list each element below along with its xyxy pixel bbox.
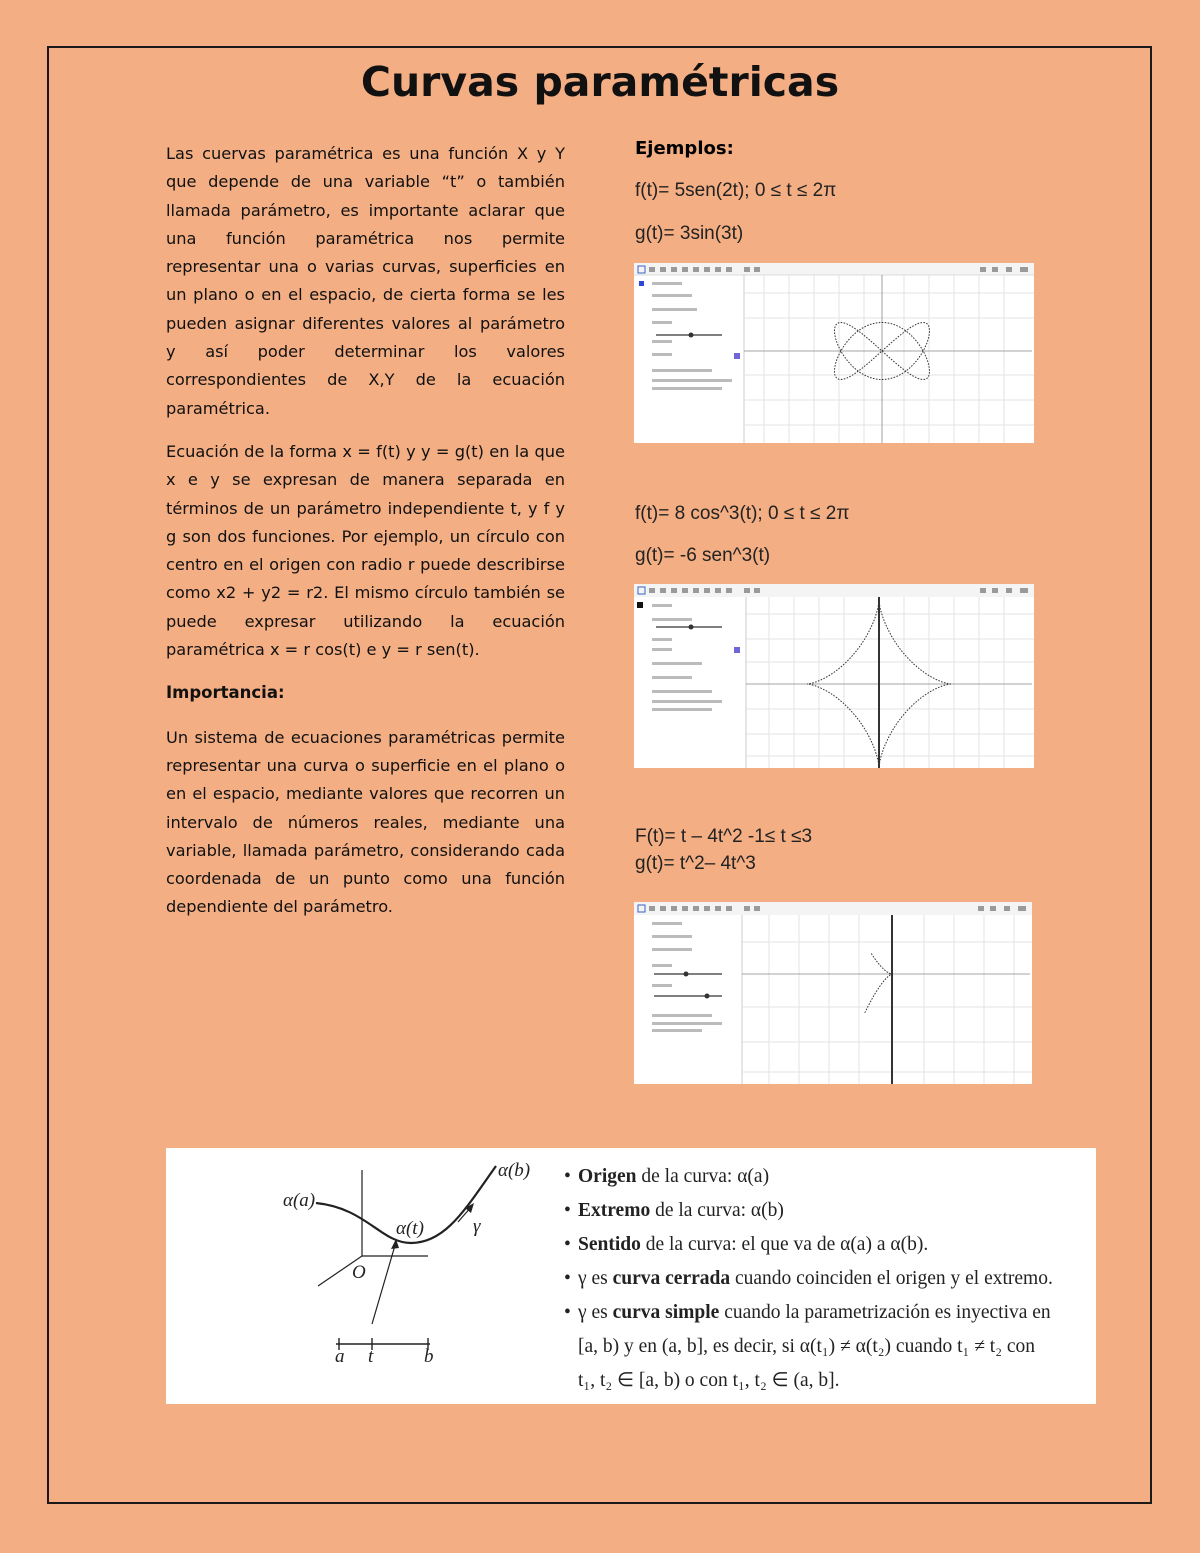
curve-definitions-list xyxy=(564,1160,1084,1398)
label-t: t xyxy=(368,1346,374,1367)
example3-f: F(t)= t – 4t^2 -1≤ t ≤3 xyxy=(635,826,813,847)
example3-g: g(t)= t^2– 4t^3 xyxy=(635,853,756,874)
example1-g: g(t)= 3sin(3t) xyxy=(635,223,744,244)
bullet-curva-simple-line2: [a, b) y en (a, b], es decir, si α(t₁) ≠ α(t₂) cuando t₁ ≠ t₂ con xyxy=(578,1336,1036,1357)
example2-g: g(t)= -6 sen^3(t) xyxy=(635,545,771,566)
bullet-extremo: • Extremo de la curva: α(b) xyxy=(564,1194,1084,1228)
curve-diagram xyxy=(166,1148,566,1404)
label-a: a xyxy=(335,1346,345,1367)
equation-paragraph: Ecuación de la forma x = f(t) y y = g(t) en la que x e y se expresan de manera separada en términos de un parámetro independiente t, y f y g son dos funciones. Por ejemplo, un círculo con centro en el origen con radio r puede describirse como x2 + y2 = r2. El mismo círculo también se puede expresar utilizando la ecuación paramétrica x = r cos(t) e y = r sen(t). xyxy=(166,441,565,660)
importancia-heading: Importancia: xyxy=(166,683,285,703)
examples-heading: Ejemplos: xyxy=(635,138,734,159)
label-b: b xyxy=(424,1346,434,1367)
bullet-curva-simple: • γ es curva simple cuando la parametrización es inyectiva en xyxy=(564,1296,1084,1330)
label-origin: O xyxy=(352,1262,366,1283)
label-alpha-b: α(b) xyxy=(498,1160,531,1181)
example1-f: f(t)= 5sen(2t); 0 ≤ t ≤ 2π xyxy=(635,180,837,201)
label-alpha-a: α(a) xyxy=(283,1190,316,1211)
intro-paragraph: Las cuervas paramétrica es una función X y Y que depende de una variable “t” o también llamada parámetro, es importante aclarar que una función paramétrica nos permite representar una o varias curvas, superficies en un plano o en el espacio, de cierta forma se les pueden asignar diferentes valores al parámetro y así poder determinar los valores correspondientes de X,Y de la ecuación paramétrica. xyxy=(166,144,565,418)
bullet-sentido: • Sentido de la curva: el que va de α(a) a α(b). xyxy=(564,1228,1084,1262)
left-column xyxy=(166,140,565,937)
geogebra-screenshot-cubic xyxy=(634,902,1032,1084)
geogebra-screenshot-lissajous xyxy=(634,263,1034,443)
bullet-origen: • Origen de la curva: α(a) xyxy=(564,1160,1084,1194)
label-gamma: γ xyxy=(473,1216,481,1237)
bullet-curva-simple-line3: t₁, t₂ ∈ [a, b) o con t₁, t₂ ∈ (a, b]. xyxy=(578,1370,840,1391)
page-title: Curvas paramétricas xyxy=(360,58,840,106)
importancia-paragraph: Un sistema de ecuaciones paramétricas permite representar una curva o superficie en el plano o en el espacio, mediante valores que recorren un intervalo de números reales, mediante una variable, llamada parámetro, considerando cada coordenada de un punto como una función dependiente del parámetro. xyxy=(166,727,565,917)
label-alpha-t: α(t) xyxy=(396,1218,424,1239)
example2-f: f(t)= 8 cos^3(t); 0 ≤ t ≤ 2π xyxy=(635,503,850,524)
geogebra-screenshot-astroid xyxy=(634,584,1034,768)
bullet-curva-cerrada: • γ es curva cerrada cuando coinciden el origen y el extremo. xyxy=(564,1262,1084,1296)
